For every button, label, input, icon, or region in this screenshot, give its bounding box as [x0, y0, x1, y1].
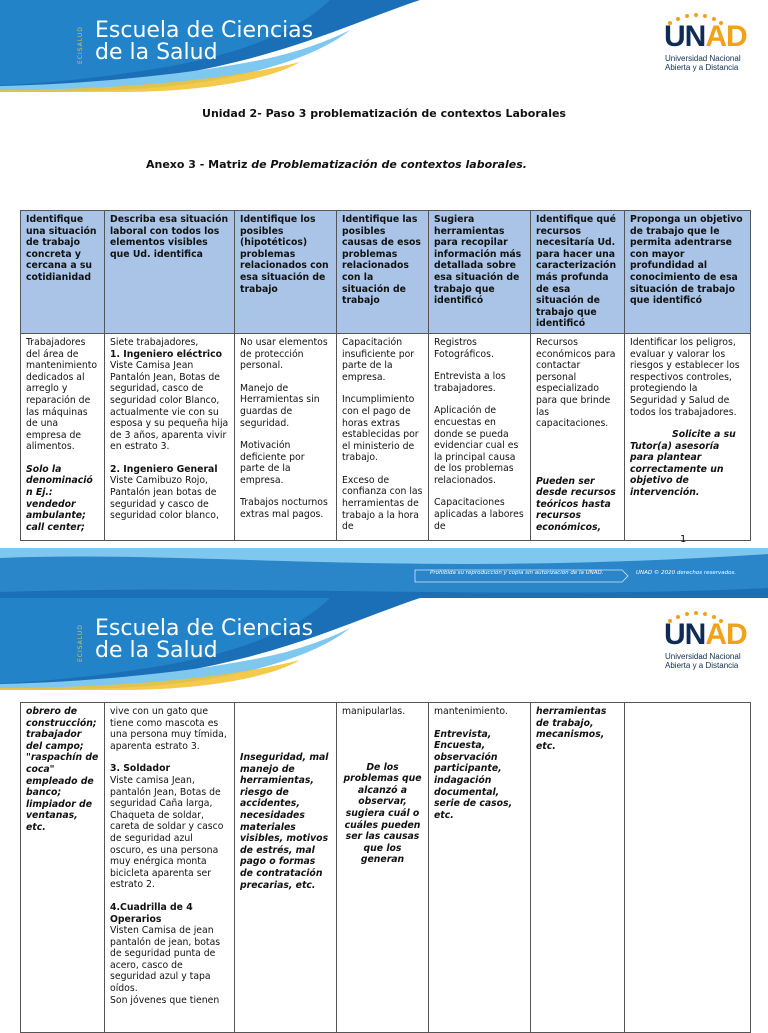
cell-problems: No usar elementos de protección personal. Manejo de Herramientas sin guardas de seguridad. Motivación deficiente por parte de la empresa. Trabajos nocturnos extras mal pagos. — [235, 333, 337, 540]
header-banner — [0, 0, 768, 92]
header-cell-1: Identifique una situación de trabajo concreta y cercana a su cotidianidad — [21, 211, 105, 334]
cell-objective-cont — [625, 703, 751, 1033]
cell-tools: Registros Fotográficos. Entrevista a los trabajadores. Aplicación de encuestas en donde se pueda evidenciar cual es la principal causa de los problemas relacionados. Capacitaciones aplicadas a labores de — [429, 333, 531, 540]
unad-logo — [664, 12, 746, 82]
cell-causes: Capacitación insuficiente por parte de la empresa. Incumplimiento con el pago de horas extras establecidas por el ministerio de trabajo. Exceso de confianza con las herramientas de trabajo a la hora de — [337, 333, 429, 540]
school-name-line1: Escuela de Ciencias — [95, 18, 314, 43]
matrix-table-page1 — [20, 210, 751, 541]
logo-subtitle-2: Abierta y a Distancia — [665, 661, 739, 670]
cell-tools-cont: mantenimiento. Entrevista, Encuesta, observación participante, indagación documental, serie de casos, etc. — [429, 703, 531, 1033]
header-cell-6: Identifique qué recursos necesitaría Ud. para hacer una caracterización más profunda de esa situación de trabajo que identificó — [531, 211, 625, 334]
header-banner-page2 — [0, 598, 768, 690]
logo-subtitle-1: Universidad Nacional — [665, 652, 741, 661]
cell-problems-cont: Inseguridad, mal manejo de herramientas, riesgo de accidentes, necesidades materiales visibles, motivos de estrés, mal pago o formas de contratación precarias, etc. — [235, 703, 337, 1033]
cell-resources: Recursos económicos para contactar personal especializado para que brinde las capacitaciones. Pueden ser desde recursos teóricos hasta recursos económicos, — [531, 333, 625, 540]
page-2 — [0, 598, 768, 1024]
cell-objective: Identificar los peligros, evaluar y valorar los riesgos y establecer los respectivos controles, protegiendo la Seguridad y Salud de todos los trabajadores. Solicite a su Tutor(a) asesoría para plantear correctamente un objetivo de intervención. — [625, 333, 751, 540]
cell-situation-cont: obrero de construcción; trabajador del campo; "raspachín de coca" empleado de banco; limpiador de ventanas, etc. — [21, 703, 105, 1033]
logo-subtitle-1: Universidad Nacional — [665, 54, 741, 63]
page-number: 1 — [680, 534, 687, 545]
cell-description: Siete trabajadores, 1. Ingeniero eléctrico Viste Camisa Jean Pantalón Jean, Botas de seguridad, casco de seguridad color Blanco, actualmente vie con su esposa y su pequeña hija de 3 años, aparenta vivir en estrato 3. 2. Ingeniero General Viste Camibuzo Rojo, Pantalón jean botas de seguridad y casco de seguridad color blanco, — [105, 333, 235, 540]
logo-wordmark: UNAD — [664, 20, 747, 53]
header-cell-2: Describa esa situación laboral con todos los elementos visibles que Ud. identifica — [105, 211, 235, 334]
header-cell-4: Identifique las posibles causas de esos problemas relacionados con la situación de trabajo — [337, 211, 429, 334]
header-cell-7: Proponga un objetivo de trabajo que le permita adentrarse con mayor profundidad al conocimiento de esa situación de trabajo que identificó — [625, 211, 751, 334]
document-title: Unidad 2- Paso 3 problematización de contextos Laborales — [202, 107, 566, 120]
document-subtitle: Anexo 3 - Matriz de Problematización de contextos laborales. — [146, 158, 527, 171]
cell-causes-cont: manipularlas. De los problemas que alcanzó a observar, sugiera cuál o cuáles pueden ser las causas que los generan — [337, 703, 429, 1033]
footer-copyright: UNAD © 2020 derechos reservados. — [636, 570, 737, 576]
vertical-tag: ECISALUD — [77, 26, 84, 64]
cell-resources-cont: herramientas de trabajo, mecanismos, etc. — [531, 703, 625, 1033]
school-name — [95, 20, 313, 64]
vertical-tag-page2: ECISALUD — [77, 624, 84, 662]
school-name-page2: Escuela de Ciencias de la Salud — [95, 616, 314, 663]
cell-situation: Trabajadores del área de mantenimiento dedicados al arreglo y reparación de las máquinas de una empresa de alimentos. Solo la denominació n Ej.: vendedor ambulante; call center; — [21, 333, 105, 540]
logo-subtitle-2: Abierta y a Distancia — [665, 63, 739, 72]
matrix-table-page2 — [20, 702, 751, 1033]
school-name-line2: de la Salud — [95, 40, 218, 65]
footer-disclaimer: Prohibida su reproducción y copia sin autorización de la UNAD. — [430, 570, 604, 576]
header-cell-5: Sugiera herramientas para recopilar información más detallada sobre esa situación de trabajo que identificó — [429, 211, 531, 334]
logo-wordmark: UNAD — [664, 618, 747, 651]
unad-logo-page2 — [664, 610, 746, 680]
cell-description-cont: vive con un gato que tiene como mascota es una persona muy tímida, aparenta estrato 3. 3. Soldador Viste camisa Jean, pantalón Jean, Botas de seguridad Caña larga, Chaqueta de soldar, careta de soldar y casco de seguridad azul oscuro, es una persona muy enérgica monta bicicleta aparenta ser estrato 2. 4.Cuadrilla de 4 Operarios Visten Camisa de jean pantalón de jean, botas de seguridad punta de acero, casco de seguridad azul y tapa oídos. Son jóvenes que tienen — [105, 703, 235, 1033]
header-cell-3: Identifique los posibles (hipotéticos) problemas relacionados con esa situación de trabajo — [235, 211, 337, 334]
